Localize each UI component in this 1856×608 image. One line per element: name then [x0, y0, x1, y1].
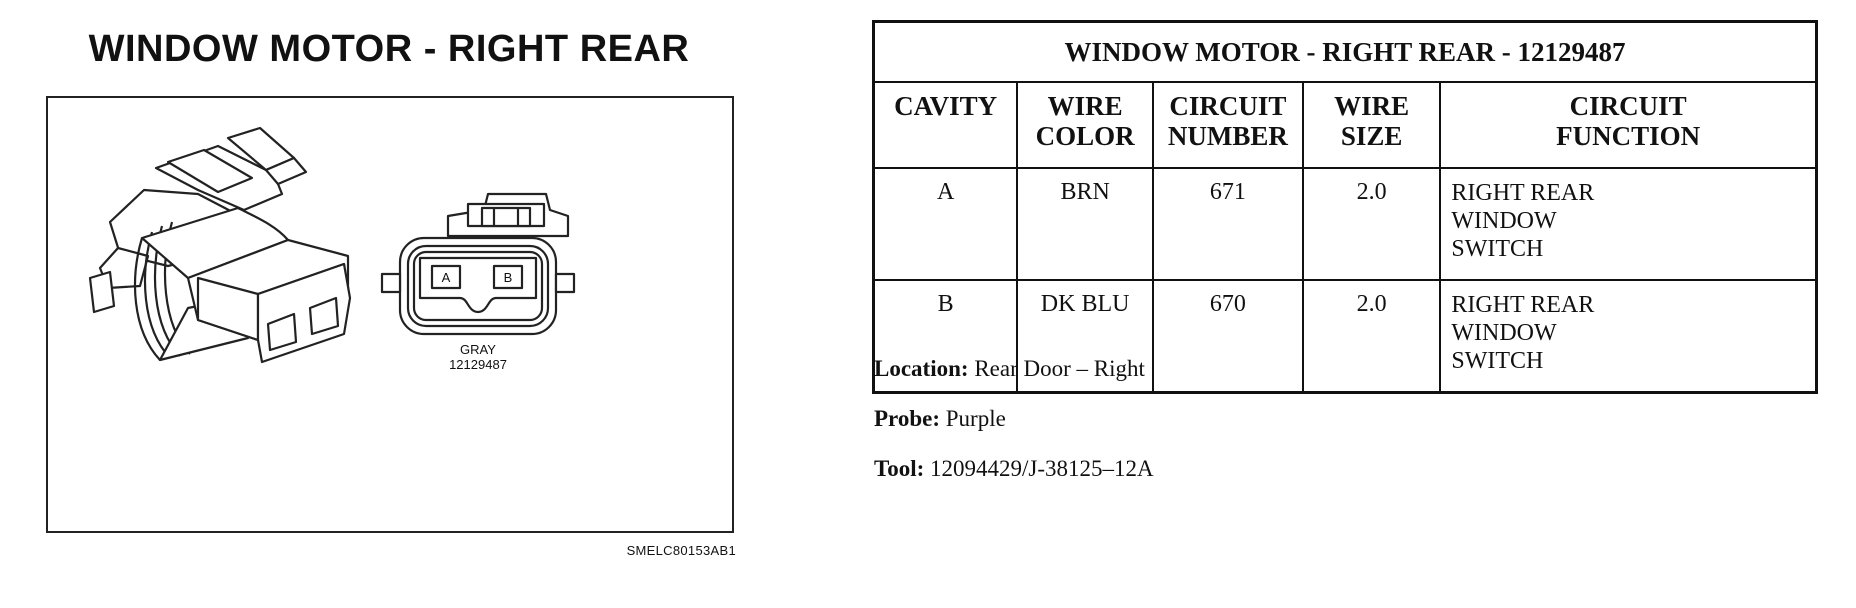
connector-caption — [408, 342, 548, 372]
connector-part-number: 12129487 — [449, 357, 507, 372]
probe-label: Probe: — [874, 406, 941, 431]
probe-value: Purple — [945, 406, 1006, 431]
connector-face-drawing — [382, 194, 574, 334]
pin-a-label: A — [441, 270, 451, 285]
pin-b-label: B — [503, 270, 513, 285]
cell-wire-size: 2.0 — [1303, 168, 1441, 280]
connector-color: GRAY — [460, 342, 496, 357]
pinout-table — [872, 20, 1818, 394]
figure-reference-code: SMELC80153AB1 — [626, 543, 736, 558]
cell-cavity: B — [874, 280, 1018, 393]
cell-wire-size: 2.0 — [1303, 280, 1441, 393]
tool-label: Tool: — [874, 456, 925, 481]
header-wire-color: WIRE COLOR — [1017, 82, 1153, 168]
header-cavity: CAVITY — [874, 82, 1018, 168]
header-wire-size: WIRE SIZE — [1303, 82, 1441, 168]
cell-circuit-number: 670 — [1153, 280, 1303, 393]
location-label: Location: — [874, 356, 969, 381]
location-line — [874, 356, 1145, 382]
cell-circuit-number: 671 — [1153, 168, 1303, 280]
tool-line — [874, 456, 1154, 482]
cell-wire-color: BRN — [1017, 168, 1153, 280]
connector-figure-frame — [46, 96, 734, 533]
cell-wire-color: DK BLU — [1017, 280, 1153, 393]
cell-circuit-function: RIGHT REAR WINDOW SWITCH — [1440, 168, 1816, 280]
connector-illustration — [48, 98, 736, 535]
connector-3d-drawing — [90, 128, 350, 362]
header-circuit-number: CIRCUIT NUMBER — [1153, 82, 1303, 168]
cell-circuit-function: RIGHT REAR WINDOW SWITCH — [1440, 280, 1816, 393]
table-row — [874, 168, 1817, 280]
cell-cavity: A — [874, 168, 1018, 280]
diagram-title: WINDOW MOTOR - RIGHT REAR — [88, 28, 690, 70]
probe-line — [874, 406, 1006, 432]
location-value: Rear Door – Right — [974, 356, 1145, 381]
table-title: WINDOW MOTOR - RIGHT REAR - 12129487 — [874, 22, 1817, 83]
tool-value: 12094429/J-38125–12A — [930, 456, 1154, 481]
header-circuit-function: CIRCUIT FUNCTION — [1440, 82, 1816, 168]
